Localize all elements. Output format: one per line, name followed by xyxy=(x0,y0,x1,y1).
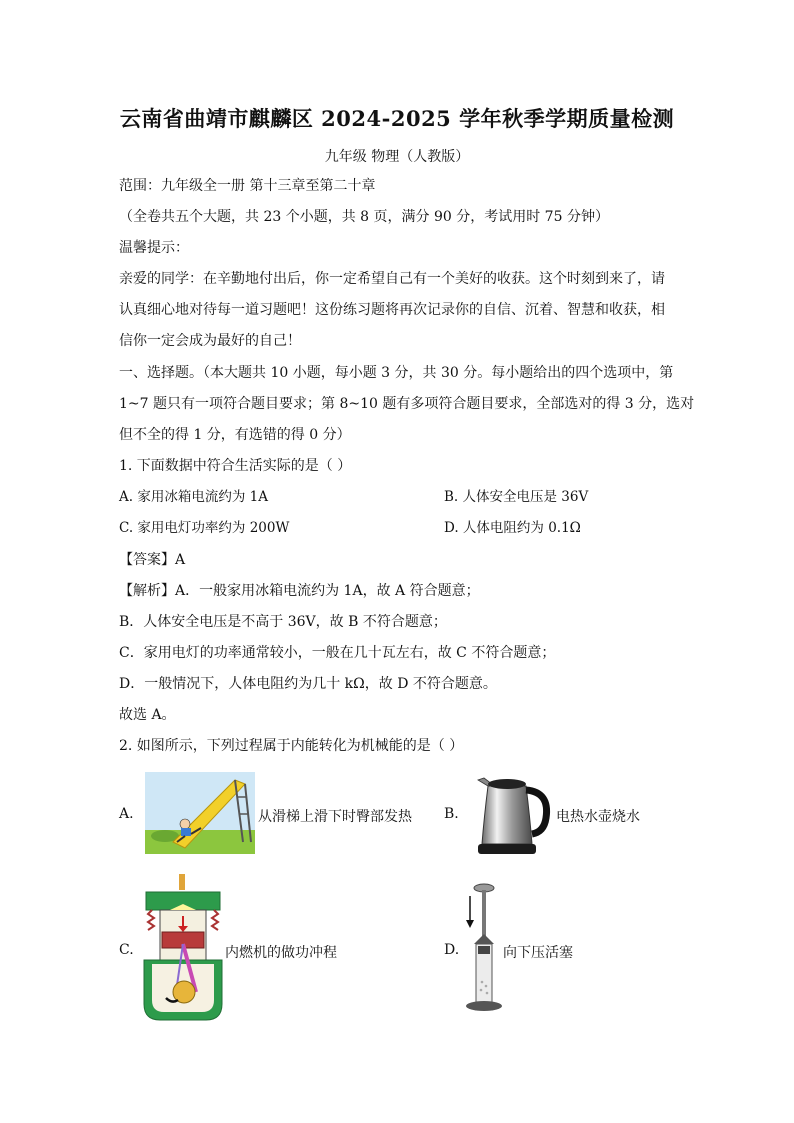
piston-illustration xyxy=(460,882,504,1014)
page-subtitle: 九年级 物理（人教版） xyxy=(324,149,470,165)
q2-option-c-letter: C. xyxy=(119,942,134,958)
q1-option-b: B. 人体安全电压是 36V xyxy=(444,489,589,505)
q1-option-c: C. 家用电灯功率约为 200W xyxy=(119,520,290,536)
q2-option-b-text: 电热水壶烧水 xyxy=(556,809,640,825)
q1-analysis-line: D．一般情况下，人体电阻约为几十 kΩ，故 D 不符合题意。 xyxy=(119,676,497,692)
exam-info: （全卷共五个大题，共 23 个小题，共 8 页，满分 90 分，考试用时 75 分钟） xyxy=(119,209,609,225)
section-heading: 但不全的得 1 分，有选错的得 0 分） xyxy=(119,427,351,443)
tip-line: 信你一定会成为最好的自己！ xyxy=(119,333,301,349)
q1-option-a: A. 家用冰箱电流约为 1A xyxy=(119,489,268,505)
q2-option-d-text: 向下压活塞 xyxy=(503,945,573,961)
q1-option-d: D. 人体电阻约为 0.1Ω xyxy=(444,520,581,536)
tip-line: 认真细心地对待每一道习题吧！这份练习题将再次记录你的自信、沉着、智慧和收获，相 xyxy=(119,302,665,318)
question-1-stem: 1. 下面数据中符合生活实际的是（ ） xyxy=(119,458,352,474)
section-heading: 1~7 题只有一项符合题目要求；第 8~10 题有多项符合题目要求，全部选对的得 3 分，选对 xyxy=(119,396,695,412)
q2-option-c-text: 内燃机的做功冲程 xyxy=(225,945,337,961)
kettle-illustration xyxy=(470,768,554,860)
q2-option-b-letter: B. xyxy=(444,806,459,822)
q2-option-a-text: 从滑梯上滑下时臀部发热 xyxy=(258,809,412,825)
q1-answer: 【答案】A xyxy=(119,552,186,568)
q1-analysis-line: B．人体安全电压是不高于 36V，故 B 不符合题意； xyxy=(119,614,447,630)
q1-conclusion: 故选 A。 xyxy=(119,707,176,723)
section-heading: 一、选择题。（本大题共 10 小题，每小题 3 分，共 30 分。每小题给出的四个选项中，第 xyxy=(119,365,674,381)
q1-analysis-line: 【解析】A．一般家用冰箱电流约为 1A，故 A 符合题意； xyxy=(119,583,480,599)
slide-illustration xyxy=(145,772,255,854)
q1-analysis-line: C．家用电灯的功率通常较小，一般在几十瓦左右，故 C 不符合题意； xyxy=(119,645,556,661)
q2-option-d-letter: D. xyxy=(444,942,460,958)
q2-option-a-letter: A. xyxy=(119,806,134,822)
engine-illustration xyxy=(138,874,228,1024)
page-title: 云南省曲靖市麒麟区 2024-2025 学年秋季学期质量检测 xyxy=(119,106,675,131)
tip-label: 温馨提示： xyxy=(119,240,189,256)
tip-line: 亲爱的同学：在辛勤地付出后，你一定希望自己有一个美好的收获。这个时刻到来了，请 xyxy=(119,271,665,287)
scope-text: 范围：九年级全一册 第十三章至第二十章 xyxy=(119,178,376,194)
question-2-stem: 2. 如图所示，下列过程属于内能转化为机械能的是（ ） xyxy=(119,738,464,754)
